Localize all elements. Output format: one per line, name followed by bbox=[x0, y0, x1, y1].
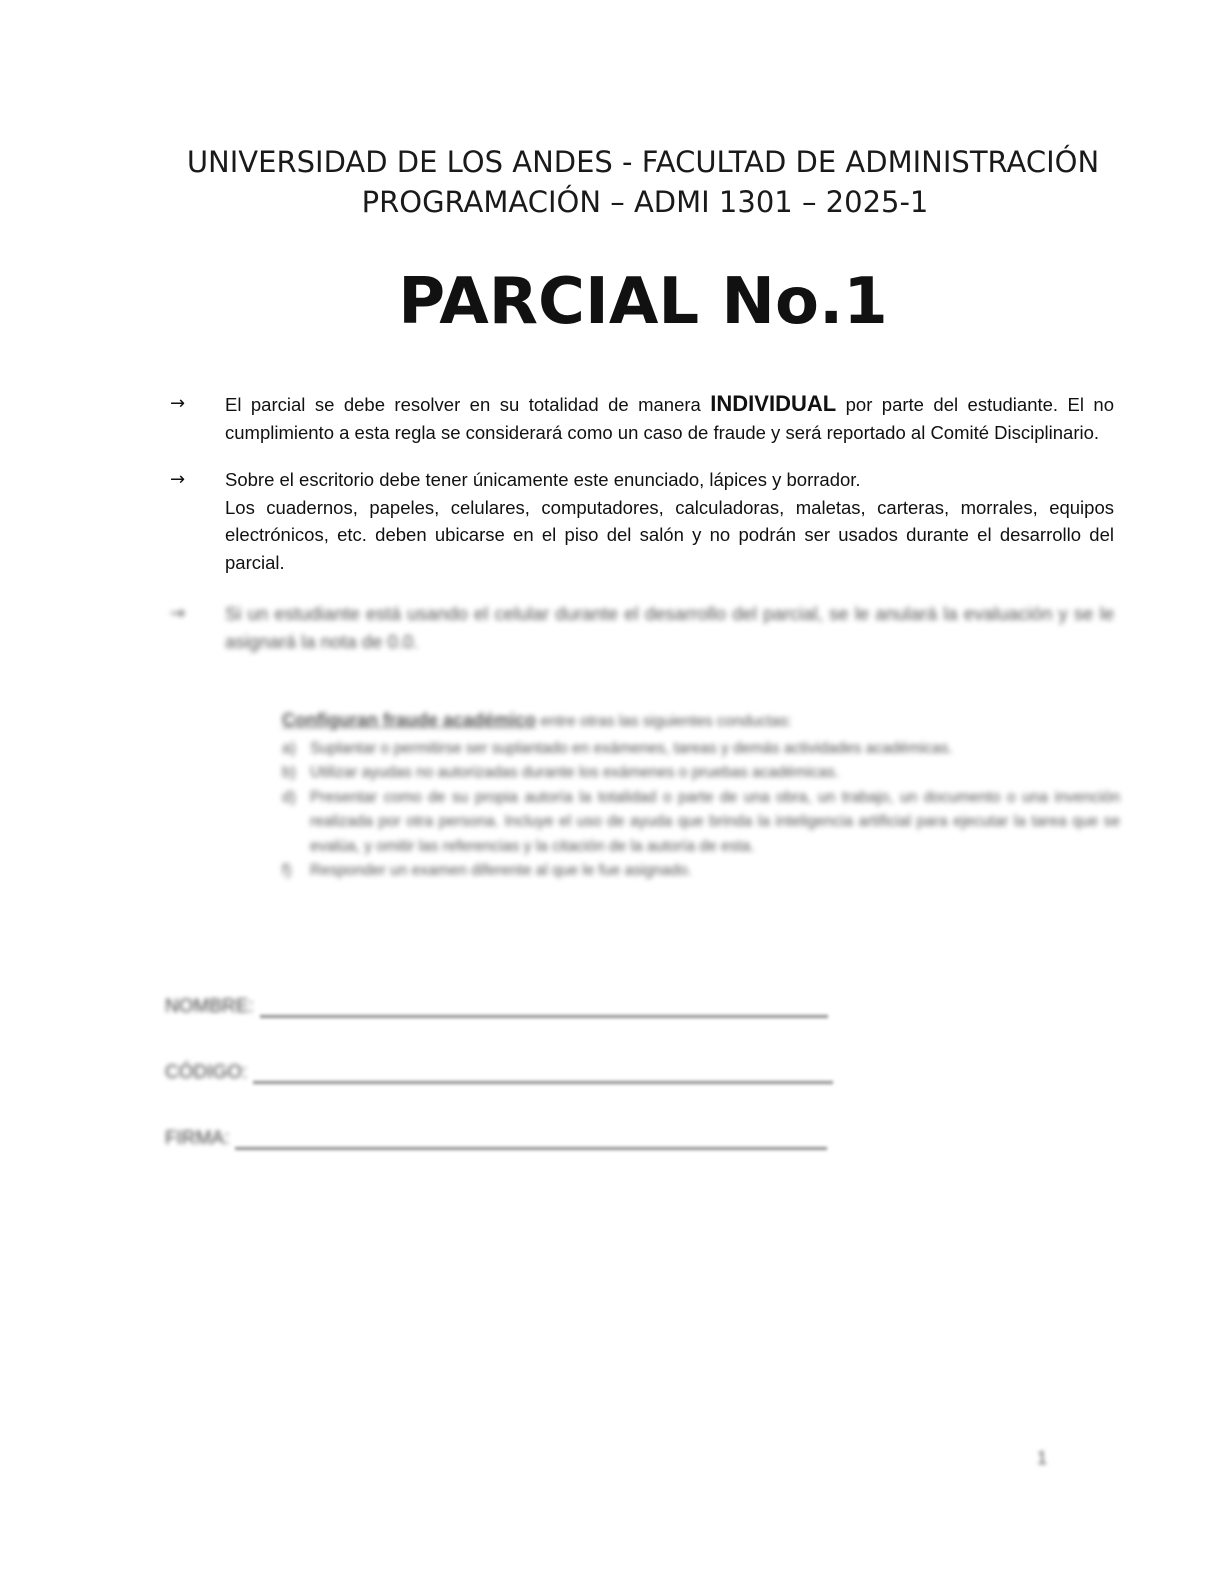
list-item bbox=[282, 859, 1120, 884]
list-item-text: Responder un examen diferente al que le fue asignado. bbox=[310, 862, 692, 879]
signature-underline[interactable] bbox=[235, 1127, 827, 1150]
fraud-heading-rest: entre otras las siguientes conductas: bbox=[536, 713, 792, 730]
rule-text: El parcial se debe resolver en su totalidad de manera bbox=[225, 394, 711, 415]
document-header bbox=[0, 142, 1224, 222]
signature-label: FIRMA: bbox=[165, 1128, 230, 1149]
exam-rules bbox=[170, 390, 1114, 655]
arrow-icon: → bbox=[170, 603, 186, 624]
rule-text-continued: por parte del estudiante. El no cumplimiento a esta regla se considerará como un caso de fraude y será reportado al Comité Disciplinario. bbox=[225, 394, 1114, 443]
rule-cellphone bbox=[170, 600, 1114, 655]
exam-title: PARCIAL No.1 bbox=[398, 265, 888, 339]
arrow-icon: → bbox=[170, 393, 186, 414]
signature-field[interactable] bbox=[165, 1124, 827, 1154]
name-field[interactable] bbox=[165, 992, 828, 1022]
rule-desk bbox=[170, 466, 1114, 576]
code-field[interactable] bbox=[165, 1058, 833, 1088]
list-marker: a) bbox=[282, 739, 296, 757]
rule-emphasis: INDIVIDUAL bbox=[710, 391, 837, 416]
rule-text-continued: Los cuadernos, papeles, celulares, computadores, calculadoras, maletas, carteras, morrales, equipos electrónicos, etc. deben ubicarse en el piso del salón y no podrán ser usados durante el desarrollo del parcial. bbox=[225, 496, 1114, 573]
code-underline[interactable] bbox=[253, 1061, 833, 1084]
university-line: UNIVERSIDAD DE LOS ANDES - FACULTAD DE ADMINISTRACIÓN bbox=[186, 145, 1100, 179]
rule-text: Si un estudiante está usando el celular durante el desarrollo del parcial, se le anulará la evaluación y se le asignará la nota de 0.0. bbox=[225, 603, 1114, 652]
rule-text: Sobre el escritorio debe tener únicamente este enunciado, lápices y borrador. bbox=[225, 469, 861, 490]
rule-individual bbox=[170, 390, 1114, 446]
list-item-text: Utilizar ayudas no autorizadas durante los exámenes o pruebas académicas. bbox=[310, 764, 840, 781]
arrow-icon: → bbox=[170, 469, 186, 490]
fraud-heading bbox=[282, 708, 1120, 735]
list-item bbox=[282, 786, 1120, 860]
fraud-section bbox=[282, 708, 1120, 884]
list-item bbox=[282, 737, 1120, 762]
list-marker: b) bbox=[282, 764, 296, 781]
list-marker: d) bbox=[282, 788, 296, 806]
page-number: 1 bbox=[1037, 1448, 1048, 1468]
name-underline[interactable] bbox=[260, 995, 828, 1018]
name-label: NOMBRE: bbox=[165, 996, 254, 1017]
list-item-text: Suplantar o permitirse ser suplantado en exámenes, tareas y demás actividades académicas. bbox=[310, 739, 953, 757]
code-label: CÓDIGO: bbox=[165, 1062, 248, 1083]
course-line: PROGRAMACIÓN – ADMI 1301 – 2025-1 bbox=[361, 185, 929, 219]
fraud-heading-strong: Configuran fraude académico bbox=[282, 710, 537, 730]
fraud-list bbox=[282, 737, 1120, 884]
list-marker: f) bbox=[282, 862, 292, 879]
list-item-text: Presentar como de su propia autoría la totalidad o parte de una obra, un trabajo, un documento o una invención realizada por otra persona. Incluye el uso de ayuda que brinda la inteligencia artificial para ejecutar la tarea que se evalúa, y omitir las referencias y la citación de la autoría de esta. bbox=[310, 788, 1120, 855]
list-item bbox=[282, 761, 1120, 786]
